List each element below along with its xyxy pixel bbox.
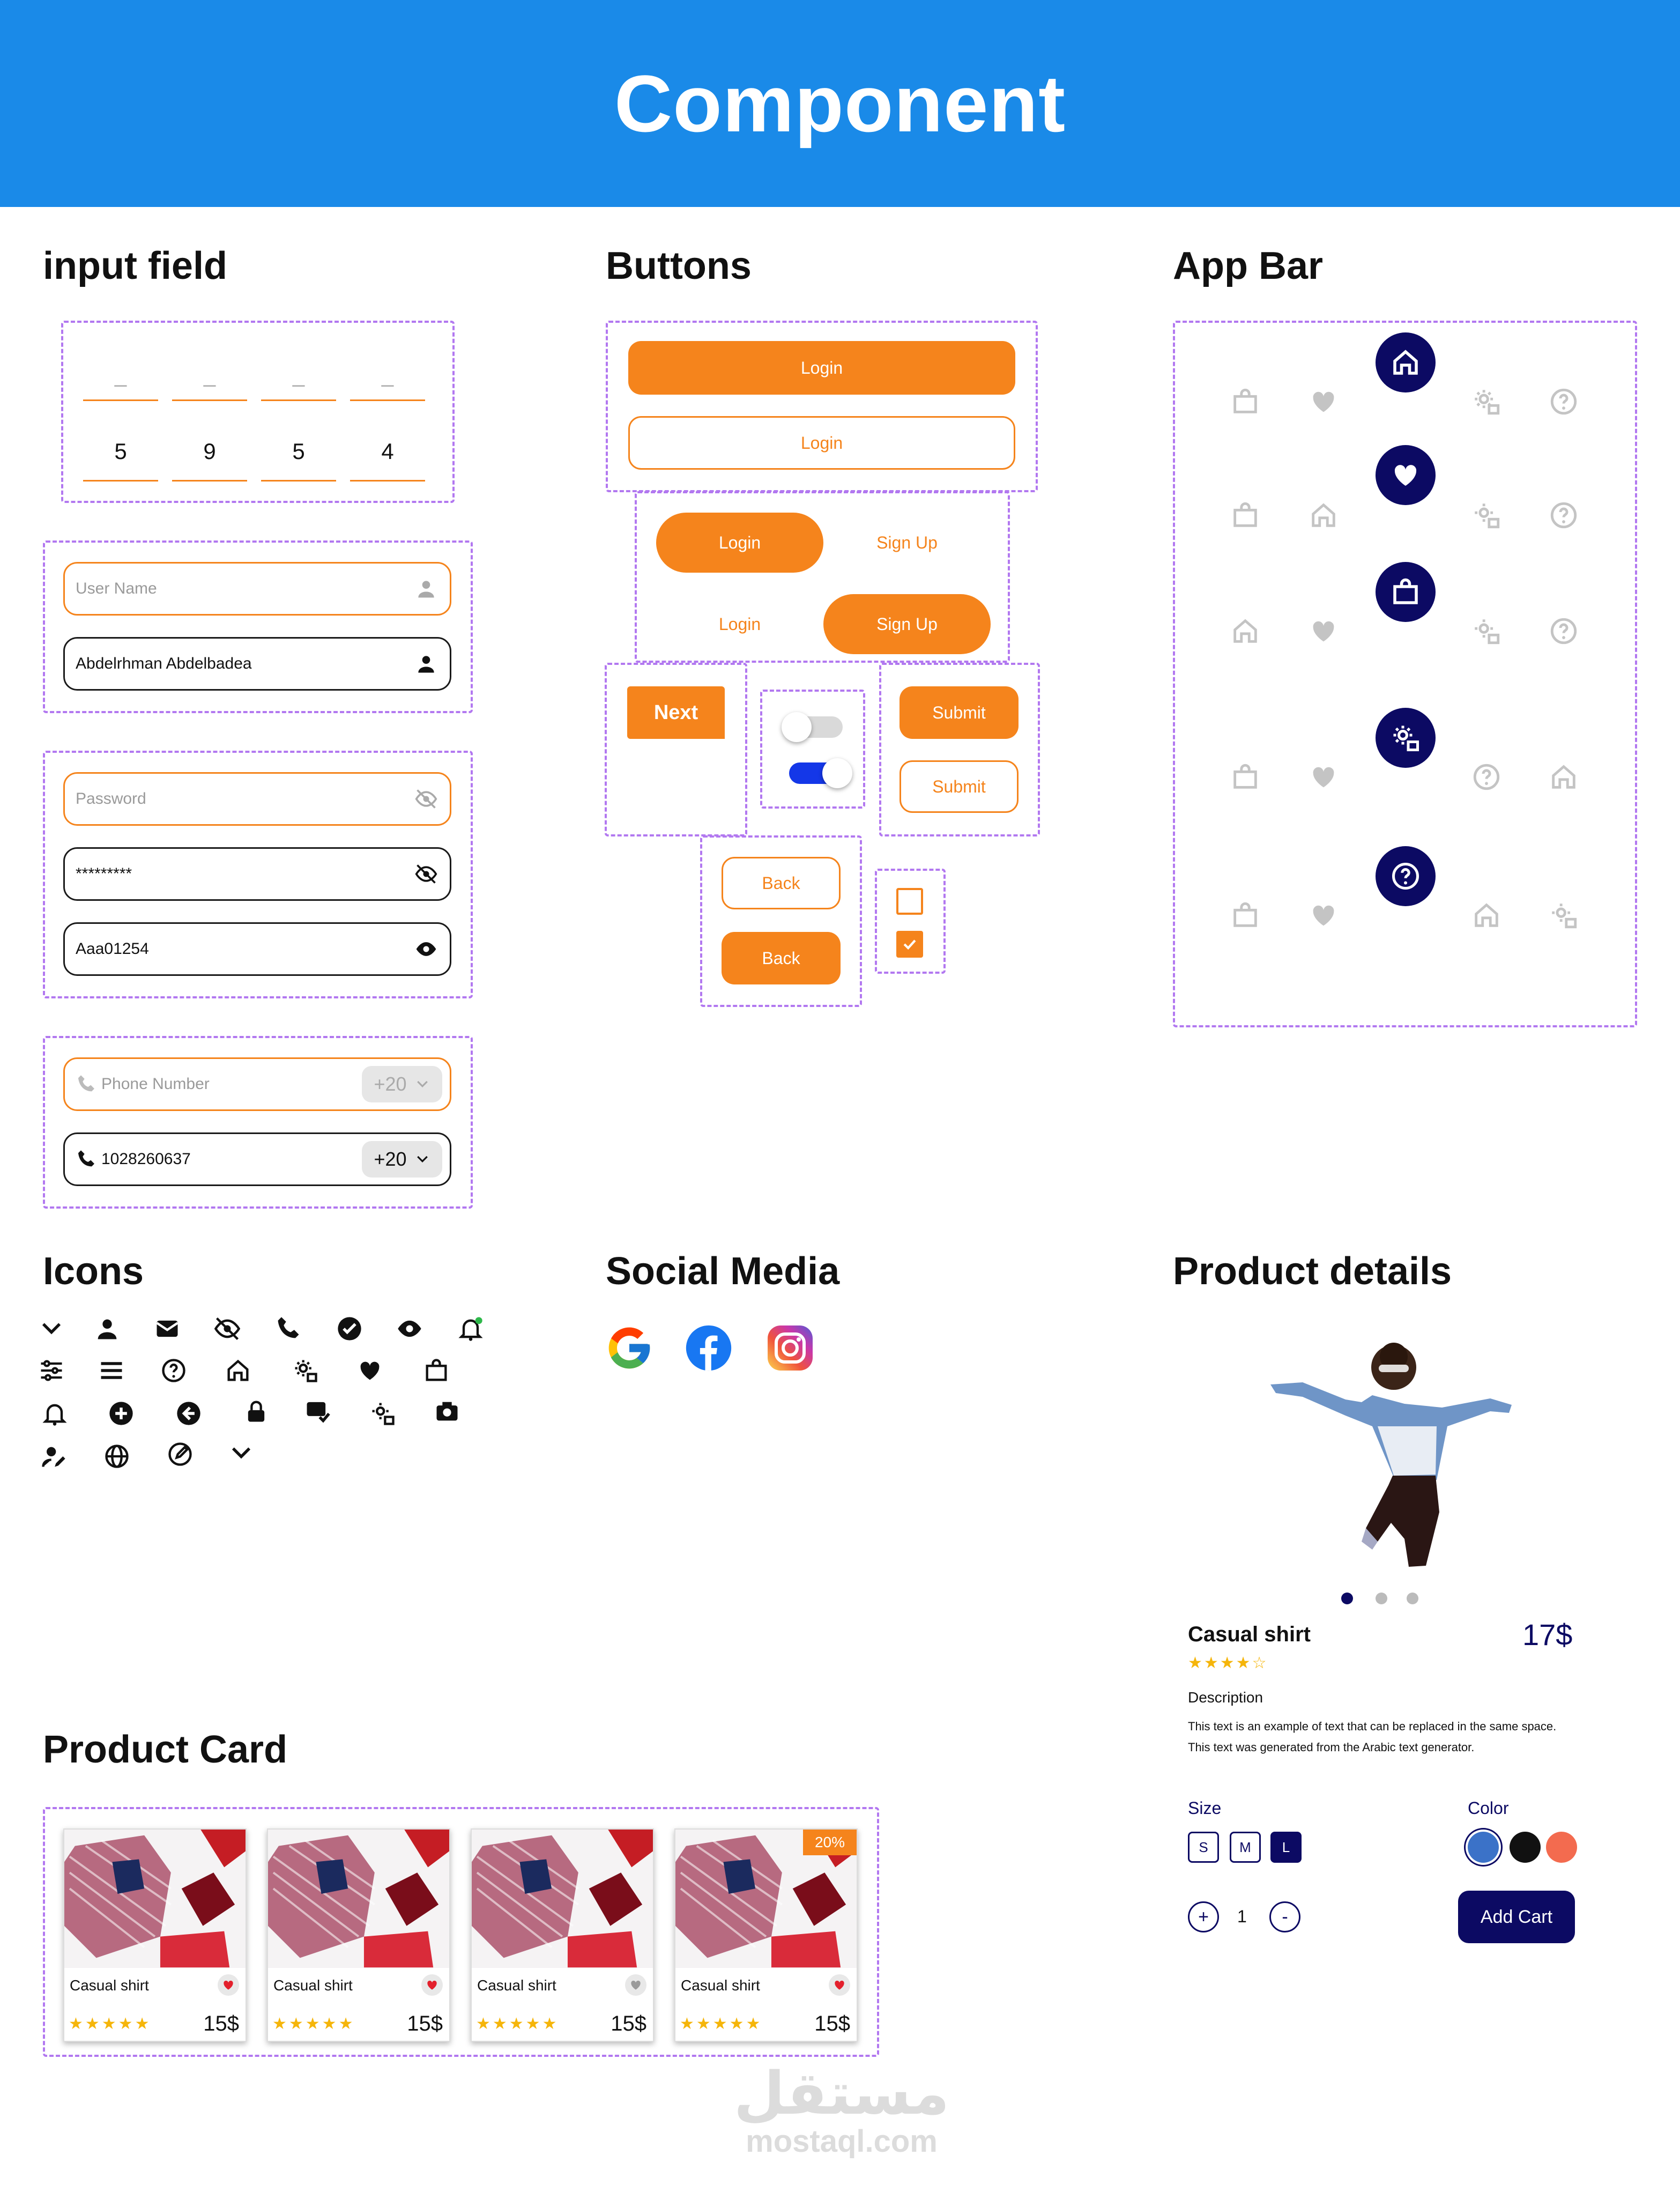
color-swatch-red[interactable] — [1546, 1832, 1577, 1863]
help-icon[interactable] — [1471, 761, 1502, 793]
next-button[interactable]: Next — [627, 686, 725, 739]
description-text: This text is an example of text that can be replaced in the same space. This text was generated from the Arabic text generator. — [1188, 1720, 1557, 1754]
password-visible-value: Aaa01254 — [76, 940, 149, 958]
checkbox-group — [875, 869, 946, 974]
color-swatch-blue-selected[interactable] — [1468, 1832, 1499, 1863]
heart-icon — [629, 1978, 643, 1992]
chevron-down-icon — [227, 1439, 255, 1467]
phone-placeholder: Phone Number — [101, 1075, 210, 1093]
back-button-filled[interactable]: Back — [722, 932, 841, 984]
bell-icon — [41, 1399, 69, 1427]
instagram-icon[interactable] — [764, 1322, 816, 1374]
rating-stars: ★★★★☆ — [1188, 1654, 1268, 1672]
description-label: Description — [1188, 1689, 1263, 1706]
filter-sliders-icon — [38, 1357, 65, 1384]
page-title: Component — [614, 58, 1066, 149]
settings-icon[interactable] — [1548, 900, 1579, 931]
bag-icon — [1389, 576, 1422, 608]
eye-icon[interactable] — [414, 937, 438, 961]
phone-icon — [76, 1149, 97, 1170]
chevron-down-icon — [414, 1076, 430, 1092]
country-code-select[interactable] — [362, 1066, 442, 1102]
heart-icon[interactable] — [1308, 761, 1339, 793]
bag-icon[interactable] — [1230, 900, 1261, 931]
google-icon[interactable] — [605, 1323, 654, 1373]
otp-placeholder-3[interactable]: _ — [261, 359, 336, 401]
home-icon[interactable] — [1230, 616, 1261, 647]
username-placeholder: User Name — [76, 580, 157, 597]
product-card-stars: ★★★★★ — [272, 2015, 355, 2033]
password-input-masked[interactable] — [63, 847, 451, 901]
bag-icon — [422, 1357, 450, 1384]
section-title-product-card: Product Card — [43, 1728, 288, 1771]
heart-icon — [356, 1357, 384, 1384]
product-image-shirt — [64, 1830, 246, 1968]
color-swatch-black[interactable] — [1510, 1832, 1541, 1863]
username-value: Abdelrhman Abdelbadea — [76, 655, 252, 672]
toggles-group — [760, 690, 865, 809]
heart-icon[interactable] — [1308, 616, 1339, 647]
bag-icon[interactable] — [1230, 500, 1261, 531]
password-placeholder: Password — [76, 790, 146, 808]
phone-icon — [274, 1315, 302, 1343]
product-card-price: 15$ — [407, 2012, 443, 2035]
home-icon[interactable] — [1471, 900, 1502, 931]
favorite-button[interactable] — [218, 1974, 239, 1996]
country-code-value: +20 — [374, 1148, 407, 1170]
product-card-price: 15$ — [611, 2012, 646, 2035]
settings-icon[interactable] — [1471, 616, 1502, 647]
help-icon — [160, 1357, 188, 1384]
mail-check-icon — [303, 1396, 331, 1424]
product-card[interactable] — [63, 1828, 247, 2042]
submit-button-outlined[interactable]: Submit — [900, 760, 1019, 813]
heart-icon — [425, 1978, 439, 1992]
heart-icon[interactable] — [1308, 386, 1339, 417]
favorite-button[interactable] — [421, 1974, 443, 1996]
section-title-icons: Icons — [43, 1250, 144, 1293]
checkbox-checked[interactable] — [896, 931, 923, 958]
otp-digit-1[interactable]: 5 — [83, 435, 158, 482]
nav-active-bag[interactable] — [1376, 562, 1436, 622]
section-title-social-media: Social Media — [606, 1250, 840, 1293]
user-edit-icon — [40, 1442, 68, 1470]
product-image-shirt — [675, 1830, 857, 1968]
help-icon[interactable] — [1548, 386, 1579, 417]
help-icon — [1389, 860, 1422, 892]
page-header — [0, 0, 1680, 207]
carousel-dot-active[interactable] — [1341, 1593, 1353, 1604]
settings-icon — [369, 1399, 397, 1427]
eye-icon — [396, 1315, 423, 1343]
user-icon — [414, 577, 438, 601]
otp-digit-2[interactable]: 9 — [172, 435, 247, 482]
bag-icon[interactable] — [1230, 761, 1261, 793]
home-icon[interactable] — [1548, 761, 1579, 793]
checkbox-unchecked[interactable] — [896, 888, 923, 915]
add-cart-button[interactable]: Add Cart — [1458, 1891, 1575, 1943]
settings-icon — [1389, 722, 1422, 754]
phone-icon — [76, 1073, 97, 1095]
section-title-buttons: Buttons — [606, 245, 752, 287]
watermark-domain: mostaql.com — [746, 2124, 938, 2159]
product-card-name: Casual shirt — [681, 1977, 760, 1994]
toggle-off[interactable] — [784, 716, 843, 738]
otp-placeholder-4[interactable]: _ — [350, 359, 425, 401]
nav-active-home[interactable] — [1376, 332, 1436, 393]
watermark-logo: مستقل — [733, 2061, 950, 2127]
carousel-dot[interactable] — [1376, 1593, 1387, 1604]
facebook-icon[interactable] — [684, 1323, 733, 1373]
toggle-on[interactable] — [789, 762, 848, 784]
heart-icon[interactable] — [1308, 900, 1339, 931]
sign-up-tab[interactable]: Sign Up — [876, 532, 938, 552]
product-card-name: Casual shirt — [70, 1977, 149, 1994]
user-icon — [414, 652, 438, 676]
section-title-input-field: input field — [43, 245, 227, 287]
product-card-stars: ★★★★★ — [69, 2015, 152, 2033]
password-masked-value: ********* — [76, 865, 132, 883]
otp-placeholder-1[interactable]: _ — [83, 359, 158, 401]
settings-icon[interactable] — [1471, 500, 1502, 531]
add-circle-icon — [107, 1399, 135, 1427]
home-icon[interactable] — [1308, 500, 1339, 531]
product-card[interactable] — [471, 1828, 654, 2042]
country-code-value: +20 — [374, 1073, 407, 1095]
section-title-app-bar: App Bar — [1173, 245, 1324, 287]
size-option-l-selected[interactable]: L — [1270, 1832, 1302, 1863]
login-tab-active[interactable]: Login — [656, 513, 823, 573]
product-card-stars: ★★★★★ — [680, 2015, 763, 2033]
username-input-filled[interactable] — [63, 637, 451, 691]
phone-value: 1028260637 — [101, 1150, 191, 1168]
mail-icon — [153, 1315, 181, 1343]
check-circle-icon — [336, 1315, 363, 1343]
login-button-outlined[interactable]: Login — [628, 416, 1015, 470]
quantity-value: 1 — [1237, 1907, 1247, 1926]
edit-circle-icon — [166, 1440, 194, 1468]
camera-icon — [433, 1397, 461, 1425]
nav-active-help[interactable] — [1376, 846, 1436, 906]
otp-digit-3[interactable]: 5 — [261, 435, 336, 482]
help-icon[interactable] — [1548, 500, 1579, 531]
back-button-outlined[interactable]: Back — [722, 857, 841, 909]
home-icon — [224, 1357, 252, 1384]
sign-up-tab-active[interactable]: Sign Up — [823, 594, 991, 654]
favorite-button[interactable] — [829, 1974, 850, 1996]
discount-badge: 20% — [803, 1830, 857, 1855]
password-input-empty[interactable] — [63, 772, 451, 826]
product-image-shirt — [268, 1830, 449, 1968]
product-card-price: 15$ — [814, 2012, 850, 2035]
favorite-button[interactable] — [625, 1974, 646, 1996]
password-input-visible[interactable] — [63, 922, 451, 976]
nav-active-heart[interactable] — [1376, 445, 1436, 505]
product-image-child — [1265, 1335, 1517, 1571]
phone-input-filled[interactable] — [63, 1132, 451, 1186]
login-button-filled[interactable]: Login — [628, 341, 1015, 395]
submit-button-filled[interactable]: Submit — [900, 686, 1019, 739]
color-label: Color — [1468, 1798, 1509, 1818]
eye-off-icon — [213, 1315, 241, 1343]
user-icon — [93, 1315, 121, 1343]
quantity-plus-button[interactable]: + — [1188, 1901, 1219, 1932]
settings-icon[interactable] — [1471, 386, 1502, 417]
quantity-minus-button[interactable]: - — [1269, 1901, 1300, 1932]
home-icon — [1389, 346, 1422, 379]
heart-icon — [1389, 459, 1422, 491]
product-card-name: Casual shirt — [273, 1977, 353, 1994]
chevron-down-icon — [38, 1315, 65, 1343]
heart-icon — [221, 1978, 235, 1992]
login-tab[interactable]: Login — [718, 614, 761, 634]
product-price: 17$ — [1522, 1618, 1573, 1652]
globe-icon — [103, 1442, 131, 1470]
toggle-knob — [782, 712, 812, 742]
product-card[interactable] — [674, 1828, 858, 2042]
heart-icon — [832, 1978, 846, 1992]
lock-icon — [242, 1397, 270, 1425]
size-option-s[interactable]: S — [1188, 1832, 1219, 1863]
size-option-m[interactable]: M — [1230, 1832, 1261, 1863]
otp-digit-4[interactable]: 4 — [350, 435, 425, 482]
username-input-empty[interactable] — [63, 562, 451, 616]
notification-bell-icon — [457, 1315, 485, 1343]
country-code-select[interactable] — [362, 1141, 442, 1178]
size-label: Size — [1188, 1798, 1222, 1818]
product-card-name: Casual shirt — [477, 1977, 556, 1994]
section-title-product-details: Product details — [1173, 1250, 1452, 1293]
help-icon[interactable] — [1548, 616, 1579, 647]
product-title: Casual shirt — [1188, 1623, 1311, 1646]
chevron-down-icon — [414, 1151, 430, 1167]
arrow-back-circle-icon — [175, 1399, 203, 1427]
carousel-dot[interactable] — [1407, 1593, 1418, 1604]
otp-placeholder-2[interactable]: _ — [172, 359, 247, 401]
eye-off-icon[interactable] — [414, 787, 438, 811]
phone-input-empty[interactable] — [63, 1057, 451, 1111]
settings-icon — [292, 1357, 319, 1384]
product-card[interactable] — [267, 1828, 450, 2042]
product-card-price: 15$ — [203, 2012, 239, 2035]
product-card-stars: ★★★★★ — [476, 2015, 559, 2033]
product-image-shirt — [472, 1830, 653, 1968]
toggle-knob — [822, 758, 852, 788]
check-icon — [901, 935, 919, 953]
nav-active-settings[interactable] — [1376, 708, 1436, 768]
bag-icon[interactable] — [1230, 386, 1261, 417]
menu-icon — [98, 1357, 125, 1384]
eye-off-icon[interactable] — [414, 862, 438, 886]
